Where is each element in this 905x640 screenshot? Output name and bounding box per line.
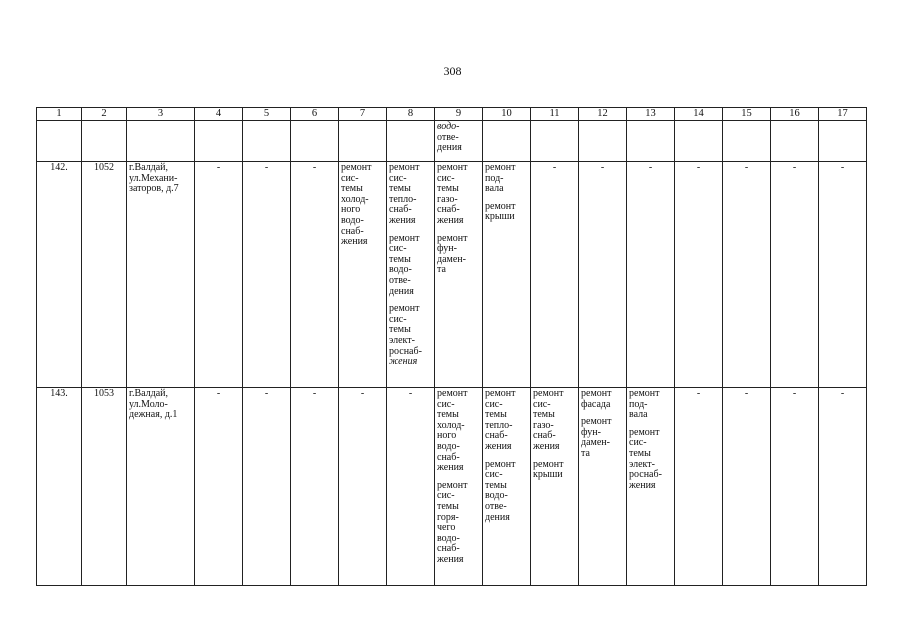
text-line: жения xyxy=(437,462,464,474)
work-item xyxy=(389,304,432,368)
text-line: сис- xyxy=(389,243,407,255)
address xyxy=(127,162,195,388)
works-table xyxy=(36,107,867,586)
text-line: сис- xyxy=(437,398,455,410)
empty-dash: - xyxy=(339,388,387,586)
text-line: темы xyxy=(389,253,411,265)
text-line: снаб- xyxy=(437,204,460,216)
header-cell: 14 xyxy=(675,108,723,121)
text-line: газо- xyxy=(533,419,554,431)
text-line: отве- xyxy=(389,274,411,286)
empty-dash: - xyxy=(723,388,771,586)
text-line: ремонт xyxy=(437,232,468,244)
text-line: жения xyxy=(629,479,656,491)
text-line: водо- xyxy=(437,121,460,132)
cell-works xyxy=(627,388,675,586)
text-line: дамен- xyxy=(437,253,466,265)
work-item xyxy=(437,234,480,276)
text-line: ремонт xyxy=(389,303,420,315)
header-cell: 7 xyxy=(339,108,387,121)
cell-works xyxy=(531,388,579,586)
text-line: роснаб- xyxy=(629,469,662,481)
text-line: горя- xyxy=(437,511,459,523)
text-line: жения xyxy=(437,553,464,565)
object-id: 1052 xyxy=(82,162,127,388)
text-line: ного xyxy=(437,430,457,442)
work-item xyxy=(485,163,528,195)
header-cell: 4 xyxy=(195,108,243,121)
text-line: темы xyxy=(437,500,459,512)
cell-works xyxy=(435,121,483,162)
text-line: крыши xyxy=(485,211,515,223)
text-line: роснаб- xyxy=(389,345,422,357)
text-line: жения xyxy=(341,236,368,248)
text-line: водо- xyxy=(437,440,460,452)
empty-dash: - xyxy=(723,162,771,388)
text-line: ремонт xyxy=(629,426,660,438)
text-line: ремонт xyxy=(437,162,468,173)
text-line: та xyxy=(581,447,590,459)
text-line: темы xyxy=(629,447,651,459)
text-line: под- xyxy=(629,398,648,410)
text-line: жения xyxy=(389,214,416,226)
text-line: жения xyxy=(485,440,512,452)
empty-dash: - xyxy=(243,388,291,586)
text-line: вала xyxy=(629,409,648,421)
cell-works xyxy=(435,388,483,586)
empty-dash: - xyxy=(819,388,867,586)
cell-works xyxy=(483,388,531,586)
text-line: отве- xyxy=(437,131,459,143)
header-cell: 3 xyxy=(127,108,195,121)
text-line: отве- xyxy=(485,500,507,512)
text-line: водо- xyxy=(341,214,364,226)
work-item xyxy=(629,389,672,421)
text-line: сис- xyxy=(437,490,455,502)
work-item xyxy=(533,460,576,481)
text-line: снаб- xyxy=(341,225,364,237)
text-line: холод- xyxy=(437,419,465,431)
header-cell: 12 xyxy=(579,108,627,121)
empty-dash: - xyxy=(771,388,819,586)
header-cell: 5 xyxy=(243,108,291,121)
empty-dash: - xyxy=(675,162,723,388)
text-line: сис- xyxy=(533,398,551,410)
text-line: ул.Механи- xyxy=(129,172,178,184)
address xyxy=(127,388,195,586)
text-line: снаб- xyxy=(389,204,412,216)
text-line: водо- xyxy=(485,490,508,502)
text-line: сис- xyxy=(629,437,647,449)
text-line: дамен- xyxy=(581,437,610,449)
text-line: дения xyxy=(485,511,510,523)
text-line: ремонт xyxy=(581,388,612,399)
work-item xyxy=(581,389,624,410)
empty-dash: - xyxy=(771,162,819,388)
text-line: снаб- xyxy=(533,430,556,442)
header-cell: 8 xyxy=(387,108,435,121)
text-line: темы xyxy=(389,183,411,195)
text-line: жения xyxy=(437,214,464,226)
work-item xyxy=(389,234,432,298)
work-item xyxy=(437,389,480,474)
header-cell: 11 xyxy=(531,108,579,121)
text-line: водо- xyxy=(437,532,460,544)
text-line: ремонт xyxy=(341,162,372,173)
object-id: 1053 xyxy=(82,388,127,586)
text-line: снаб- xyxy=(485,430,508,442)
text-line: ул.Моло- xyxy=(129,398,168,410)
text-line: сис- xyxy=(485,398,503,410)
text-line: темы xyxy=(485,409,507,421)
empty-dash: - xyxy=(195,162,243,388)
work-item xyxy=(485,460,528,524)
work-item xyxy=(437,163,480,227)
work-item xyxy=(389,163,432,227)
text-line: дения xyxy=(389,285,414,297)
header-cell: 16 xyxy=(771,108,819,121)
text-line: фун- xyxy=(437,243,457,255)
work-item xyxy=(533,389,576,453)
empty-dash: - xyxy=(627,162,675,388)
text-line: ремонт xyxy=(485,162,516,173)
text-line: крыши xyxy=(533,469,563,481)
text-line: чего xyxy=(437,522,456,534)
cell-works xyxy=(579,388,627,586)
text-line: элект- xyxy=(629,458,655,470)
empty-dash: - xyxy=(291,162,339,388)
header-cell: 15 xyxy=(723,108,771,121)
text-line: снаб- xyxy=(437,451,460,463)
empty-dash: - xyxy=(243,162,291,388)
cell-works xyxy=(387,162,435,388)
header-cell: 9 xyxy=(435,108,483,121)
work-item xyxy=(341,163,384,248)
text-line: ного xyxy=(341,204,361,216)
text-line: тепло- xyxy=(485,419,513,431)
text-line: холод- xyxy=(341,193,369,205)
table-row xyxy=(37,162,867,388)
header-cell: 10 xyxy=(483,108,531,121)
text-line: элект- xyxy=(389,334,415,346)
text-line: темы xyxy=(437,183,459,195)
text-line: ремонт xyxy=(389,162,420,173)
text-line: дения xyxy=(437,142,462,154)
text-line: под- xyxy=(485,172,504,184)
row-number: 142. xyxy=(37,162,82,388)
text-line: ремонт xyxy=(485,200,516,212)
text-line: сис- xyxy=(437,172,455,184)
header-cell: 2 xyxy=(82,108,127,121)
work-item xyxy=(629,428,672,492)
empty-dash: - xyxy=(195,388,243,586)
text-line: заторов, д.7 xyxy=(129,183,179,195)
text-line: ремонт xyxy=(581,416,612,428)
cell-works xyxy=(483,162,531,388)
text-line: ремонт xyxy=(533,388,564,399)
work-item xyxy=(485,389,528,453)
text-line: жения xyxy=(533,440,560,452)
work-item xyxy=(437,481,480,566)
cell-works xyxy=(339,162,387,388)
text-line: темы xyxy=(389,324,411,336)
header-cell: 1 xyxy=(37,108,82,121)
text-line: вала xyxy=(485,183,504,195)
text-line: ремонт xyxy=(485,388,516,399)
text-line: фасада xyxy=(581,398,611,410)
text-line: темы xyxy=(485,479,507,491)
text-line: газо- xyxy=(437,193,458,205)
text-line: фун- xyxy=(581,426,601,438)
text-line: снаб- xyxy=(437,543,460,555)
text-line: темы xyxy=(533,409,555,421)
empty-dash: - xyxy=(675,388,723,586)
text-line: ремонт xyxy=(629,388,660,399)
header-cell: 6 xyxy=(291,108,339,121)
empty-dash: - xyxy=(819,162,867,388)
text-line: сис- xyxy=(341,172,359,184)
text-line: тепло- xyxy=(389,193,417,205)
text-line: сис- xyxy=(389,172,407,184)
header-cell: 17 xyxy=(819,108,867,121)
header-row xyxy=(37,108,867,121)
text-line: ремонт xyxy=(533,458,564,470)
empty-dash: - xyxy=(387,388,435,586)
continuation-row xyxy=(37,121,867,162)
text-line: та xyxy=(437,264,446,276)
row-number: 143. xyxy=(37,388,82,586)
text-line: сис- xyxy=(485,469,503,481)
text-line: водо- xyxy=(389,264,412,276)
cell-works xyxy=(435,162,483,388)
empty-dash: - xyxy=(291,388,339,586)
empty-dash: - xyxy=(531,162,579,388)
empty-dash: - xyxy=(579,162,627,388)
text-line: темы xyxy=(341,183,363,195)
text-line: темы xyxy=(437,409,459,421)
work-item xyxy=(581,417,624,459)
text-line: ремонт xyxy=(437,388,468,399)
text-line: сис- xyxy=(389,313,407,325)
page-number: 308 xyxy=(443,64,462,78)
text-line: жения xyxy=(389,356,418,368)
text-line: ремонт xyxy=(389,232,420,244)
text-line: ремонт xyxy=(485,458,516,470)
header-cell: 13 xyxy=(627,108,675,121)
table-row xyxy=(37,388,867,586)
text-line: ремонт xyxy=(437,479,468,491)
work-item xyxy=(485,202,528,223)
text-line: г.Валдай, xyxy=(129,388,169,399)
text-line: дежная, д.1 xyxy=(129,409,178,421)
text-line: г.Валдай, xyxy=(129,162,169,173)
